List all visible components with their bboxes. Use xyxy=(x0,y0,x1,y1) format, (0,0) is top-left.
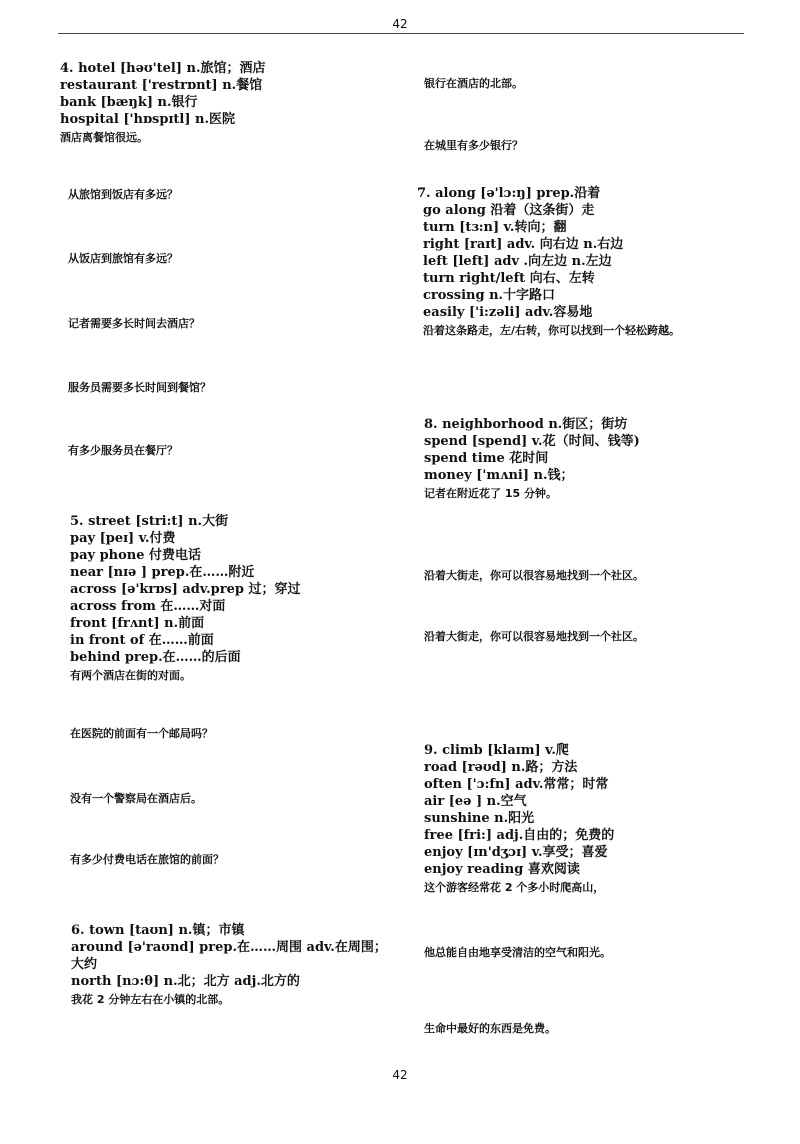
header-rule xyxy=(58,33,744,34)
vocab-line: easily ['i:zəli] adv.容易地 xyxy=(423,305,593,320)
practice-sentence: 生命中最好的东西是免费。 xyxy=(424,1022,556,1035)
practice-sentence: 服务员需要多长时间到餐馆？ xyxy=(68,381,211,394)
section-6 xyxy=(71,922,391,1008)
example-sentence: 有两个酒店在街的对面。 xyxy=(70,669,191,682)
vocab-line: across from 在……对面 xyxy=(70,599,226,614)
practice-sentence: 从饭店到旅馆有多远？ xyxy=(68,252,178,265)
example-sentence: 酒店离餐馆很远。 xyxy=(60,131,148,144)
page-number-top: 42 xyxy=(392,17,408,31)
vocab-line: enjoy reading 喜欢阅读 xyxy=(424,862,580,877)
example-sentence: 记者在附近花了 15 分钟。 xyxy=(424,487,557,500)
practice-sentence: 有多少付费电话在旅馆的前面？ xyxy=(70,853,224,866)
practice-sentence: 记者需要多长时间去酒店？ xyxy=(68,317,200,330)
vocab-line: pay phone 付费电话 xyxy=(70,548,202,563)
vocab-line: hospital ['hɒspɪtl] n.医院 xyxy=(60,112,235,127)
vocab-line: sunshine n.阳光 xyxy=(424,811,535,826)
vocab-line: pay [peɪ] v.付费 xyxy=(70,531,176,546)
vocab-line: right [raɪt] adv. 向右边 n.右边 xyxy=(423,237,624,252)
vocab-line: in front of 在……前面 xyxy=(70,633,214,648)
vocab-line: free [fri:] adj.自由的；免费的 xyxy=(424,828,615,843)
vocab-line: near [nɪə ] prep.在……附近 xyxy=(70,565,255,580)
vocab-line: 4. hotel [həʊ'tel] n.旅馆；酒店 xyxy=(60,61,266,76)
vocab-line: turn right/left 向右、左转 xyxy=(423,271,595,286)
vocab-line: 7. along [ə'lɔ:ŋ] prep.沿着 xyxy=(417,186,601,201)
vocab-line: go along 沿着（这条街）走 xyxy=(423,203,595,218)
example-sentence: 沿着这条路走，左/右转，你可以找到一个轻松跨越。 xyxy=(423,324,681,337)
practice-sentence: 有多少服务员在餐厅？ xyxy=(68,444,178,457)
example-sentence: 这个游客经常花 2 个多小时爬高山， xyxy=(424,881,605,894)
practice-sentence: 沿着大街走，你可以很容易地找到一个社区。 xyxy=(424,569,644,582)
vocab-line: crossing n.十字路口 xyxy=(423,288,556,303)
vocab-line: around [ə'raʊnd] prep.在……周围 adv.在周围；大约 xyxy=(71,940,387,972)
example-sentence: 我花 2 分钟左右在小镇的北部。 xyxy=(71,993,230,1006)
vocab-line: 6. town [taʊn] n.镇；市镇 xyxy=(71,923,245,938)
vocab-line: turn [tɜ:n] v.转向；翻 xyxy=(423,220,567,235)
vocab-line: left [left] adv .向左边 n.左边 xyxy=(423,254,612,269)
practice-sentence: 在城里有多少银行？ xyxy=(424,139,523,152)
vocab-line: money ['mʌni] n.钱； xyxy=(424,468,574,483)
vocab-line: front [frʌnt] n.前面 xyxy=(70,616,205,631)
vocab-line: air [eə ] n.空气 xyxy=(424,794,527,809)
vocab-line: restaurant ['restrɒnt] n.餐馆 xyxy=(60,78,263,93)
vocab-line: 9. climb [klaɪm] v.爬 xyxy=(424,743,569,758)
practice-sentence: 沿着大街走，你可以很容易地找到一个社区。 xyxy=(424,630,644,643)
vocab-line: 5. street [stri:t] n.大街 xyxy=(70,514,229,529)
vocab-line: north [nɔ:θ] n.北；北方 adj.北方的 xyxy=(71,974,300,989)
vocab-line: across [ə'krɒs] adv.prep 过；穿过 xyxy=(70,582,301,597)
section-7 xyxy=(417,185,747,339)
vocab-line: often ['ɔ:fn] adv.常常；时常 xyxy=(424,777,609,792)
vocab-line: spend [spend] v.花（时间、钱等) xyxy=(424,434,640,449)
page-number-bottom: 42 xyxy=(392,1068,408,1082)
vocab-line: 8. neighborhood n.街区；街坊 xyxy=(424,417,628,432)
vocab-line: road [rəʊd] n.路；方法 xyxy=(424,760,578,775)
vocab-line: behind prep.在……的后面 xyxy=(70,650,241,665)
vocab-line: bank [bæŋk] n.银行 xyxy=(60,95,198,110)
practice-sentence: 银行在酒店的北部。 xyxy=(424,77,523,90)
vocab-line: spend time 花时间 xyxy=(424,451,549,466)
section-8 xyxy=(424,416,744,502)
section-4 xyxy=(60,60,390,146)
practice-sentence: 从旅馆到饭店有多远？ xyxy=(68,188,178,201)
practice-sentence: 在医院的前面有一个邮局吗？ xyxy=(70,727,213,740)
section-9 xyxy=(424,742,744,896)
section-5 xyxy=(70,513,390,684)
vocab-line: enjoy [ɪn'dʒɔɪ] v.享受；喜爱 xyxy=(424,845,608,860)
practice-sentence: 没有一个警察局在酒店后。 xyxy=(70,792,202,805)
practice-sentence: 他总能自由地享受清洁的空气和阳光。 xyxy=(424,946,611,959)
